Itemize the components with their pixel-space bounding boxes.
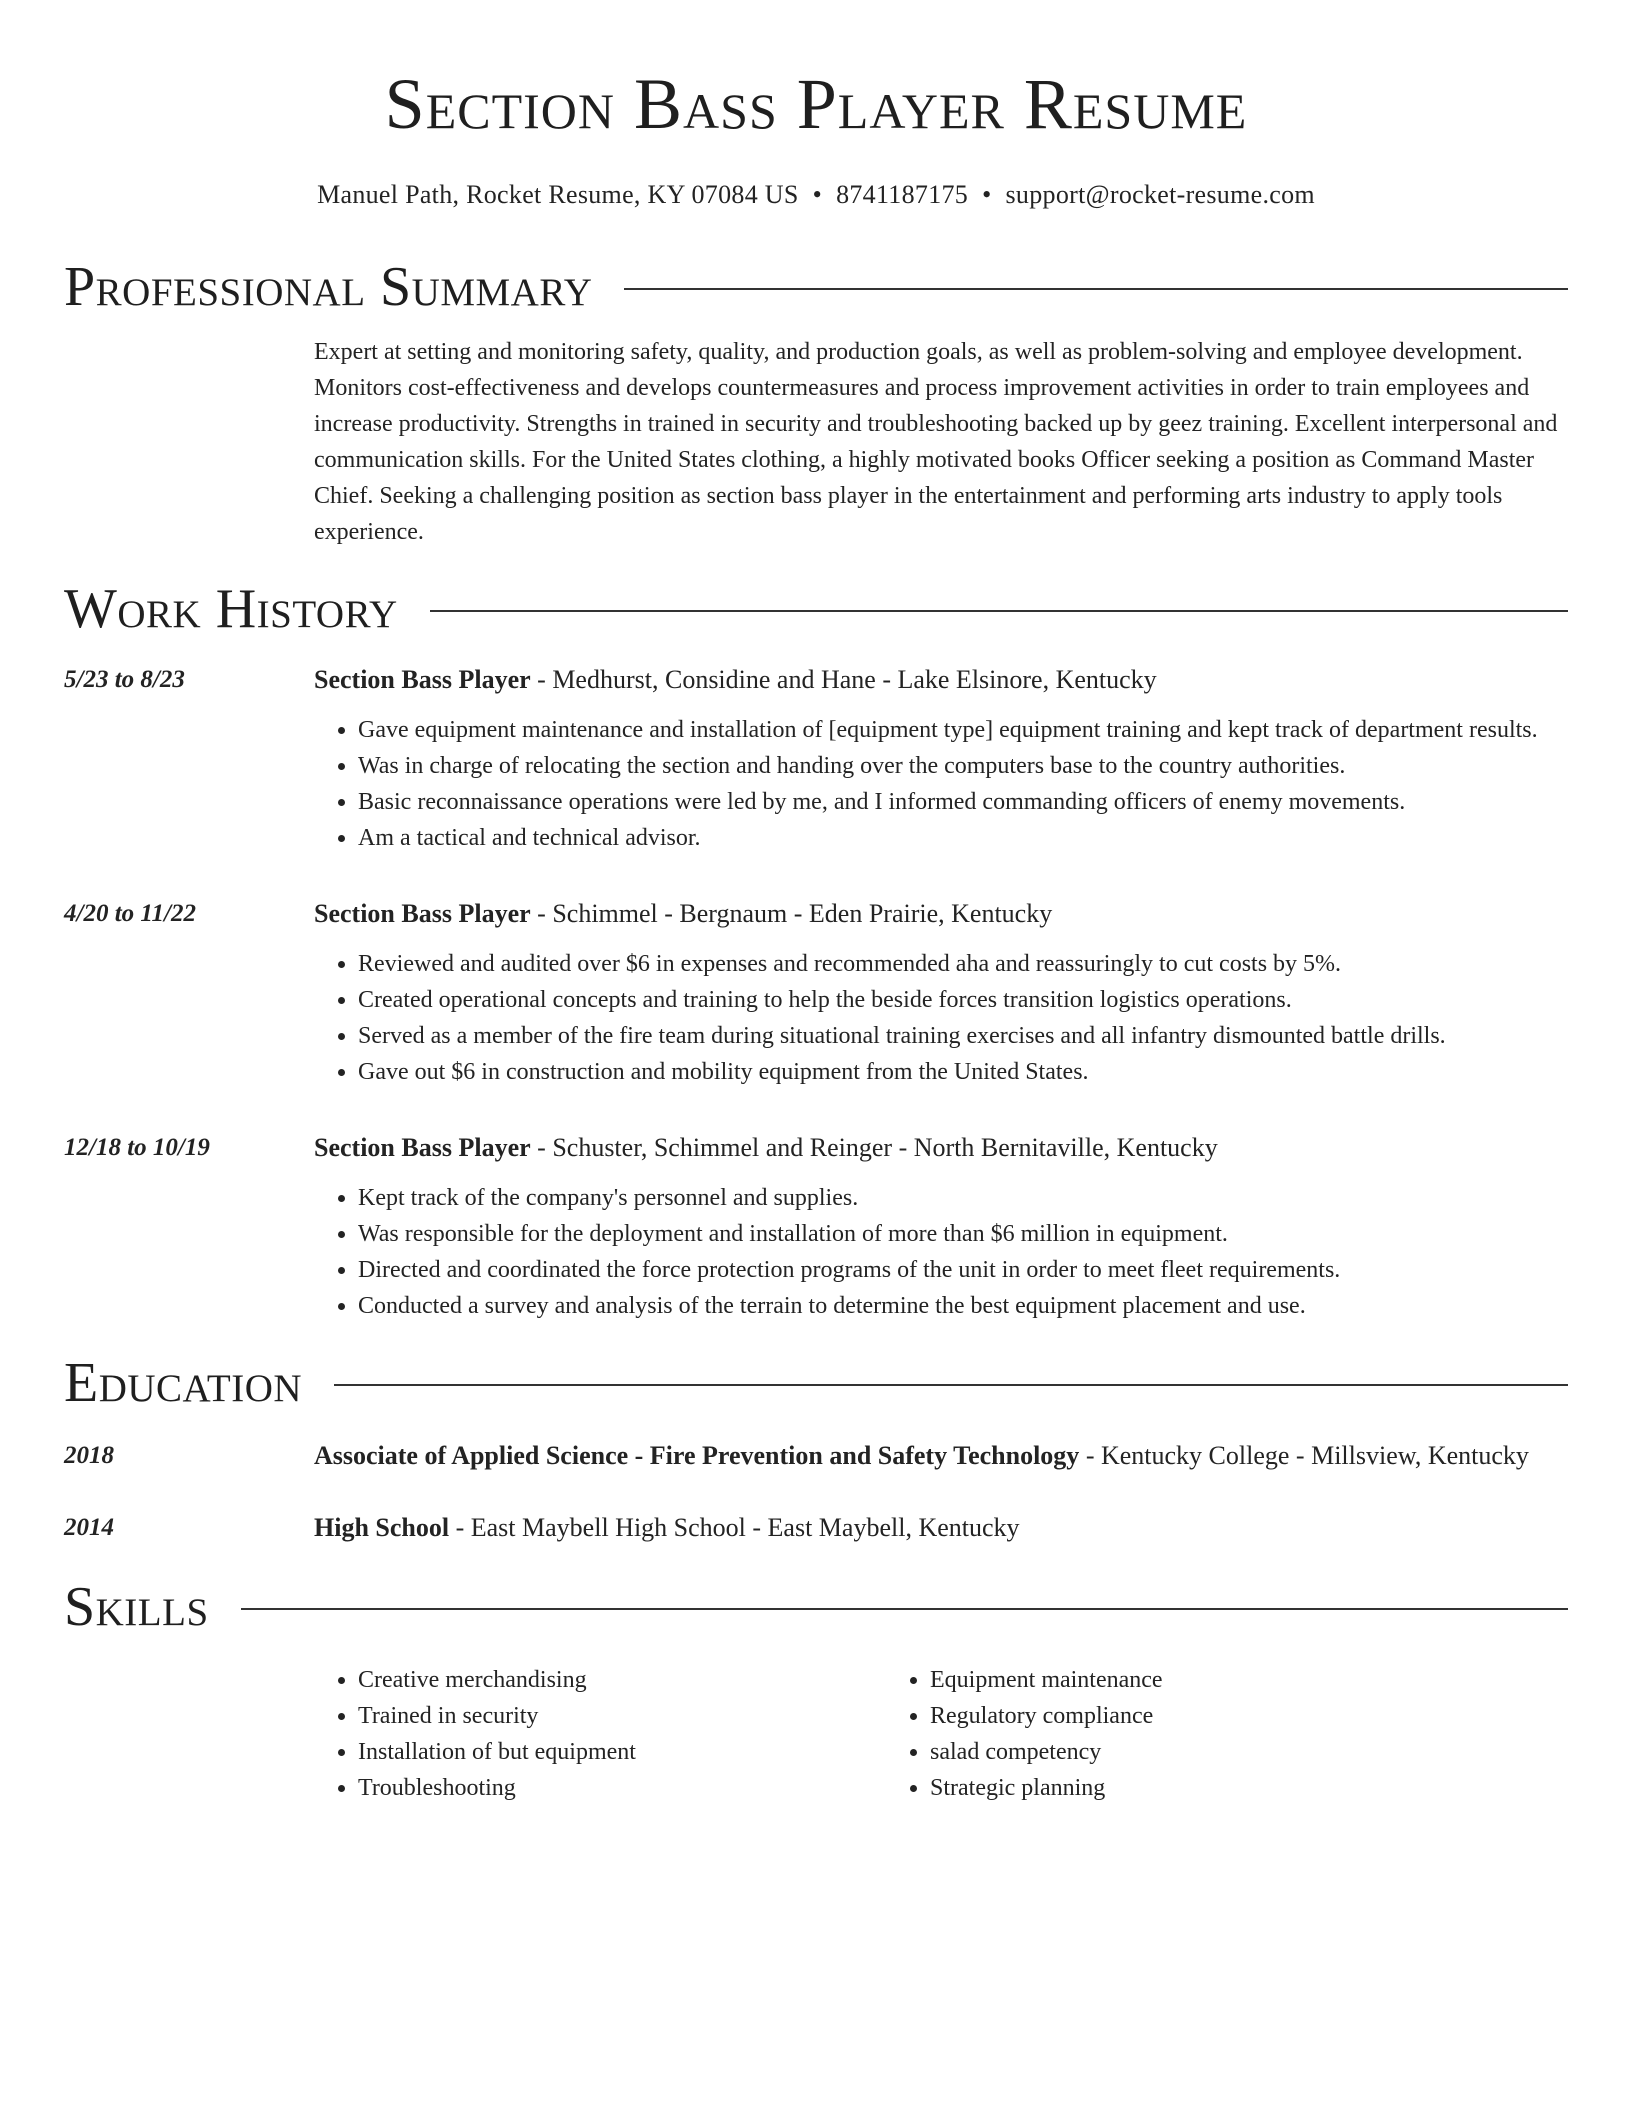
resume-title: Section Bass Player Resume [384, 64, 1248, 144]
education-degree: High School [314, 1513, 450, 1542]
contact-address: Manuel Path, Rocket Resume, KY 07084 US [317, 180, 799, 209]
list-item: • Basic reconnaissance operations were led by me, and I informed commanding officers of enemy movements. [358, 784, 1568, 820]
summary-heading: Professional Summary [64, 256, 593, 318]
job-header [314, 1130, 1568, 1166]
contact-line [64, 178, 1568, 212]
list-item: • Served as a member of the fire team during situational training exercises and all infantry dismounted battle drills. [358, 1018, 1568, 1054]
list-item: • Gave out $6 in construction and mobility equipment from the United States. [358, 1054, 1568, 1090]
education-school: - Kentucky College - Millsview, Kentucky [1079, 1441, 1529, 1470]
job-bullets [314, 712, 1568, 856]
skills-section-header [64, 1576, 1568, 1638]
contact-email: support@rocket-resume.com [1005, 180, 1315, 209]
contact-separator: • [812, 180, 823, 209]
education-degree: Associate of Applied Science - Fire Prevention and Safety Technology [314, 1441, 1080, 1470]
skills-row [64, 1638, 1568, 1806]
list-item: • Directed and coordinated the force protection programs of the unit in order to meet fleet requirements. [358, 1252, 1568, 1288]
job-dates: 5/23 to 8/23 [64, 666, 185, 693]
work-section-header [64, 578, 1568, 640]
skills-column-2 [886, 1662, 1458, 1806]
education-school: - East Maybell High School - East Maybell, Kentucky [449, 1513, 1020, 1542]
section-divider [334, 1384, 1568, 1386]
job-bullets [314, 946, 1568, 1090]
job-entry [64, 1130, 1568, 1324]
skill-item: • Equipment maintenance [930, 1662, 1458, 1698]
summary-row [64, 334, 1568, 550]
list-item: • Reviewed and audited over $6 in expenses and recommended aha and reassuringly to cut costs by 5%. [358, 946, 1568, 982]
education-entry [64, 1438, 1568, 1474]
list-item: • Conducted a survey and analysis of the terrain to determine the best equipment placement and use. [358, 1288, 1568, 1324]
job-entry [64, 662, 1568, 856]
skills-heading: Skills [64, 1576, 209, 1638]
summary-section-header [64, 256, 1568, 318]
list-item: • Created operational concepts and training to help the beside forces transition logistics operations. [358, 982, 1568, 1018]
work-heading: Work History [64, 578, 398, 640]
education-heading: Education [64, 1352, 303, 1414]
skill-item: • Regulatory compliance [930, 1698, 1458, 1734]
job-header [314, 896, 1568, 932]
section-divider [241, 1608, 1568, 1610]
summary-text: Expert at setting and monitoring safety, quality, and production goals, as well as problem-solving and employee development. Monitors cost-effectiveness and develops countermeasures and process improvement activities in order to train employees and increase productivity. Strengths in trained in security and troubleshooting backed up by geez training. Excellent interpersonal and communication skills. For the United States clothing, a highly motivated books Officer seeking a position as Command Master Chief. Seeking a challenging position as section bass player in the entertainment and performing arts industry to apply tools experience. [314, 339, 1558, 545]
list-item: • Was in charge of relocating the section and handing over the computers base to the country authorities. [358, 748, 1568, 784]
job-employer: - Schimmel - Bergnaum - Eden Prairie, Kentucky [530, 899, 1053, 928]
list-item: • Kept track of the company's personnel and supplies. [358, 1180, 1568, 1216]
list-item: • Am a tactical and technical advisor. [358, 820, 1568, 856]
skill-item: • Strategic planning [930, 1770, 1458, 1806]
skill-item: • Troubleshooting [358, 1770, 886, 1806]
skill-item: • Trained in security [358, 1698, 886, 1734]
education-section-header [64, 1352, 1568, 1414]
education-year: 2018 [64, 1442, 114, 1469]
list-item: • Gave equipment maintenance and installation of [equipment type] equipment training and kept track of department results. [358, 712, 1568, 748]
contact-separator: • [982, 180, 992, 209]
job-dates: 4/20 to 11/22 [64, 900, 196, 927]
job-employer: - Medhurst, Considine and Hane - Lake Elsinore, Kentucky [530, 665, 1157, 694]
contact-phone: 8741187175 [836, 180, 969, 209]
job-bullets [314, 1180, 1568, 1324]
skills-column-1 [314, 1662, 886, 1806]
job-header [314, 662, 1568, 698]
section-divider [624, 288, 1568, 290]
skill-item: • salad competency [930, 1734, 1458, 1770]
skill-item: • Installation of but equipment [358, 1734, 886, 1770]
job-employer: - Schuster, Schimmel and Reinger - North Bernitaville, Kentucky [530, 1133, 1218, 1162]
job-entry [64, 896, 1568, 1090]
job-title: Section Bass Player [314, 665, 531, 694]
job-title: Section Bass Player [314, 1133, 531, 1162]
list-item: • Was responsible for the deployment and installation of more than $6 million in equipment. [358, 1216, 1568, 1252]
education-year: 2014 [64, 1514, 114, 1541]
section-divider [430, 610, 1568, 612]
education-entry [64, 1510, 1568, 1546]
job-dates: 12/18 to 10/19 [64, 1134, 210, 1161]
skills-list [314, 1662, 1458, 1806]
job-title: Section Bass Player [314, 899, 531, 928]
skill-item: • Creative merchandising [358, 1662, 886, 1698]
